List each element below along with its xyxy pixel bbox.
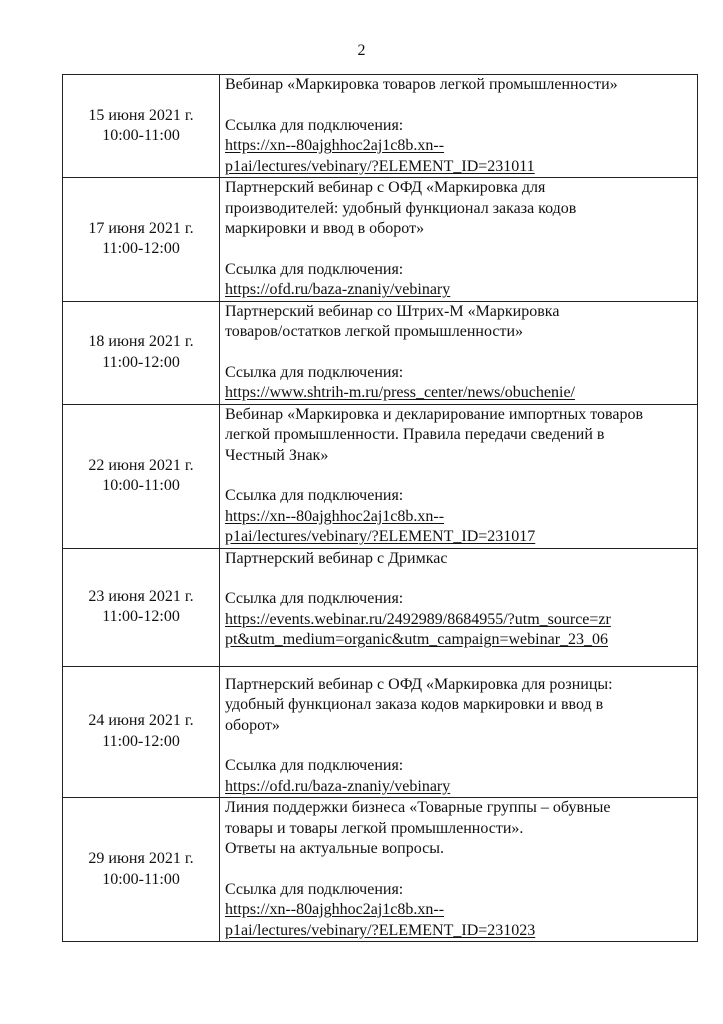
event-description: Вебинар «Маркировка и декларирование импортных товаров легкой промышленности. Правила передачи сведений в Честный Знак» bbox=[225, 405, 644, 464]
table-row bbox=[63, 75, 698, 178]
date-cell bbox=[63, 301, 220, 404]
link-label: Ссылка для подключения: bbox=[225, 880, 404, 898]
info-cell bbox=[220, 178, 698, 302]
info-cell bbox=[220, 666, 698, 798]
event-description: Партнерский вебинар с ОФД «Маркировка для производителей: удобный функционал заказа кодов маркировки и ввод в оборот» bbox=[225, 179, 577, 237]
event-time: 11:00-12:00 bbox=[102, 353, 180, 371]
event-description: Партнерский вебинар со Штрих-М «Маркировка товаров/остатков легкой промышленности» bbox=[225, 302, 560, 340]
table-row bbox=[63, 301, 698, 404]
link-label: Ссылка для подключения: bbox=[225, 487, 404, 504]
info-cell bbox=[220, 75, 698, 178]
event-time: 11:00-12:00 bbox=[102, 240, 180, 258]
event-link[interactable]: https://ofd.ru/baza-znaniy/vebinary bbox=[225, 281, 451, 298]
event-date: 29 июня 2021 г. bbox=[88, 850, 194, 867]
table-row bbox=[63, 666, 698, 798]
link-label: Ссылка для подключения: bbox=[225, 260, 404, 278]
table-row bbox=[63, 798, 698, 942]
date-cell bbox=[63, 548, 220, 666]
event-time: 11:00-12:00 bbox=[102, 608, 180, 625]
event-link[interactable]: https://xn--80ajghhoc2aj1c8b.xn-- p1ai/lectures/vebinary/?ELEMENT_ID=231011 bbox=[225, 137, 535, 175]
table-row bbox=[63, 548, 698, 666]
event-date: 24 июня 2021 г. bbox=[88, 712, 194, 730]
webinar-schedule-table bbox=[62, 74, 698, 942]
event-date: 15 июня 2021 г. bbox=[88, 106, 194, 124]
table-row bbox=[63, 404, 698, 548]
page-number: 2 bbox=[357, 42, 366, 59]
spacer bbox=[225, 96, 693, 116]
date-cell bbox=[63, 798, 220, 942]
spacer bbox=[225, 466, 693, 486]
event-date: 18 июня 2021 г. bbox=[88, 333, 194, 350]
link-label: Ссылка для подключения: bbox=[225, 363, 404, 381]
event-date: 23 июня 2021 г. bbox=[88, 587, 194, 605]
event-description: Вебинар «Маркировка товаров легкой промышленности» bbox=[225, 76, 618, 93]
event-description: Линия поддержки бизнеса «Товарные группы – обувные товары и товары легкой промышленности». Ответы на актуальные вопросы. bbox=[225, 799, 611, 857]
date-cell bbox=[63, 75, 220, 178]
date-cell bbox=[63, 404, 220, 548]
info-cell bbox=[220, 404, 698, 548]
date-cell bbox=[63, 666, 220, 798]
event-link[interactable]: https://xn--80ajghhoc2aj1c8b.xn-- p1ai/lectures/vebinary/?ELEMENT_ID=231017 bbox=[225, 507, 536, 545]
info-cell bbox=[220, 798, 698, 942]
table-row bbox=[63, 178, 698, 302]
event-time: 10:00-11:00 bbox=[102, 127, 180, 144]
spacer bbox=[225, 343, 693, 363]
event-time: 10:00-11:00 bbox=[102, 477, 180, 494]
link-label: Ссылка для подключения: bbox=[225, 590, 404, 607]
spacer bbox=[225, 240, 693, 260]
link-label: Ссылка для подключения: bbox=[225, 116, 404, 134]
spacer bbox=[225, 569, 693, 589]
link-label: Ссылка для подключения: bbox=[225, 757, 404, 774]
spacer bbox=[225, 860, 693, 880]
info-cell bbox=[220, 548, 698, 666]
event-link[interactable]: https://www.shtrih-m.ru/press_center/news/obuchenie/ bbox=[225, 384, 575, 401]
event-link[interactable]: https://events.webinar.ru/2492989/8684955/?utm_source=zr pt&utm_medium=organic&utm_campaign=webinar_23_06 bbox=[225, 610, 611, 648]
info-cell bbox=[220, 301, 698, 404]
event-date: 22 июня 2021 г. bbox=[88, 456, 194, 474]
spacer bbox=[225, 736, 693, 756]
date-cell bbox=[63, 178, 220, 302]
event-link[interactable]: https://ofd.ru/baza-znaniy/vebinary bbox=[225, 777, 451, 795]
event-description: Партнерский вебинар с ОФД «Маркировка для розницы: удобный функционал заказа кодов маркировки и ввод в оборот» bbox=[225, 675, 613, 734]
event-time: 11:00-12:00 bbox=[102, 732, 180, 750]
event-link[interactable]: https://xn--80ajghhoc2aj1c8b.xn-- p1ai/lectures/vebinary/?ELEMENT_ID=231023 bbox=[225, 901, 536, 939]
event-time: 10:00-11:00 bbox=[102, 870, 180, 888]
event-date: 17 июня 2021 г. bbox=[88, 219, 194, 237]
event-description: Партнерский вебинар с Дримкас bbox=[225, 549, 448, 567]
